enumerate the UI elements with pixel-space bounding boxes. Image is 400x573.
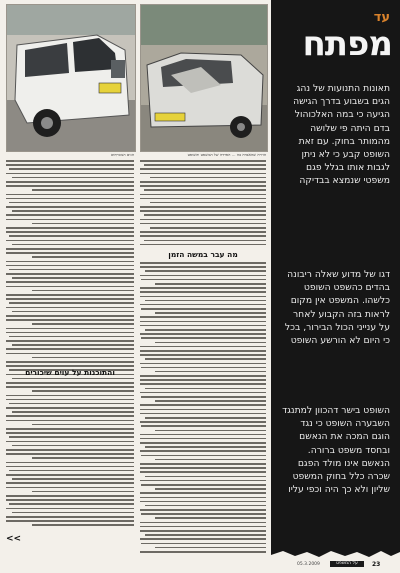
text-line <box>141 425 266 427</box>
kicker-title: עד <box>373 10 390 25</box>
photo-caption-right: הזירה שהאבדה בה ... הפרדה של המשפט והשופט <box>187 152 266 157</box>
text-line <box>6 386 134 388</box>
text-line <box>140 210 266 212</box>
text-line <box>140 223 266 225</box>
text-line <box>6 252 134 254</box>
text-line <box>9 503 134 505</box>
text-line <box>6 185 134 187</box>
text-line <box>32 290 134 292</box>
text-line <box>141 484 266 486</box>
text-line <box>6 453 134 455</box>
text-line <box>6 319 134 321</box>
text-line <box>6 415 134 417</box>
photo-caption-left: הגים הנזכרתים <box>110 152 134 157</box>
text-line <box>140 350 266 352</box>
text-line <box>6 353 134 355</box>
text-line <box>145 358 266 360</box>
text-line <box>140 379 266 381</box>
text-line <box>140 296 266 298</box>
text-line <box>141 396 266 398</box>
text-line <box>140 291 266 293</box>
text-line <box>155 547 266 549</box>
text-line <box>140 173 266 175</box>
photo-white-suv <box>6 4 136 152</box>
subhead-left: והתוכנות על עוים שיכורים <box>25 368 115 377</box>
text-line <box>6 449 134 451</box>
text-line <box>6 395 134 397</box>
text-line <box>140 219 266 221</box>
lead-paragraph-2: דגו של מדוע שאלה ריבונה בהדים כהשפט השופט כלשהו. המשפט אין מקום לראות בזה הקבוע לאחר על ענייני הכול הבירור, בכל כי היום לא הורשע השופט <box>284 269 390 347</box>
text-line <box>6 273 134 275</box>
text-line <box>6 428 134 430</box>
text-line <box>140 442 266 444</box>
text-line <box>144 189 266 191</box>
text-line <box>140 434 266 436</box>
photo-wrecked-car <box>140 4 268 152</box>
text-line <box>140 497 266 499</box>
text-line <box>145 270 266 272</box>
text-line <box>32 223 134 225</box>
text-line <box>155 283 266 285</box>
text-line <box>6 227 134 229</box>
text-line <box>12 277 134 279</box>
text-line <box>140 413 266 415</box>
text-line <box>145 446 266 448</box>
text-line <box>6 407 134 409</box>
text-line <box>9 470 134 472</box>
text-line <box>140 438 266 440</box>
text-line <box>145 476 266 478</box>
text-line <box>6 499 134 501</box>
text-line <box>6 315 134 317</box>
text-line <box>12 311 134 313</box>
text-line <box>140 316 266 318</box>
text-line <box>6 164 134 166</box>
text-line <box>6 240 134 242</box>
text-line <box>9 302 134 304</box>
text-line <box>12 378 134 380</box>
text-line <box>32 491 134 493</box>
text-line <box>145 534 266 536</box>
text-line <box>6 286 134 288</box>
text-line <box>12 512 134 514</box>
text-line <box>140 333 266 335</box>
text-line <box>141 543 266 545</box>
text-line <box>6 399 134 401</box>
text-line <box>9 436 134 438</box>
text-line <box>140 231 266 233</box>
text-line <box>32 457 134 459</box>
text-line <box>32 390 134 392</box>
subhead-middle: מה עבר במשה הזמן <box>168 250 238 259</box>
text-line <box>9 235 134 237</box>
text-line <box>140 194 266 196</box>
text-line <box>12 478 134 480</box>
text-line <box>155 400 266 402</box>
text-line <box>6 198 134 200</box>
text-line <box>6 265 134 267</box>
text-line <box>12 177 134 179</box>
text-line <box>32 357 134 359</box>
text-line <box>150 177 266 179</box>
text-line <box>6 206 134 208</box>
text-line <box>140 266 266 268</box>
text-line <box>155 488 266 490</box>
text-line <box>6 307 134 309</box>
footer-date: 05.3.2009 <box>297 562 320 567</box>
text-line <box>6 420 134 422</box>
text-line <box>6 328 134 330</box>
text-line <box>140 168 266 170</box>
body-column-left <box>6 160 134 529</box>
text-line <box>6 348 134 350</box>
text-line <box>140 501 266 503</box>
text-line <box>6 432 134 434</box>
text-line <box>140 198 266 200</box>
text-line <box>32 256 134 258</box>
text-line <box>140 538 266 540</box>
text-line <box>6 340 134 342</box>
text-line <box>32 189 134 191</box>
text-line <box>155 312 266 314</box>
text-line <box>6 261 134 263</box>
text-line <box>155 371 266 373</box>
text-line <box>140 530 266 532</box>
text-line <box>155 430 266 432</box>
text-line <box>140 325 266 327</box>
text-line <box>12 210 134 212</box>
text-line <box>140 160 266 162</box>
text-line <box>32 323 134 325</box>
text-line <box>140 185 266 187</box>
text-line <box>6 462 134 464</box>
text-line <box>144 240 266 242</box>
text-line <box>141 367 266 369</box>
text-line <box>6 487 134 489</box>
text-line <box>6 516 134 518</box>
text-line <box>6 214 134 216</box>
text-line <box>145 388 266 390</box>
text-line <box>140 287 266 289</box>
text-line <box>140 235 266 237</box>
text-line <box>140 346 266 348</box>
text-line <box>140 409 266 411</box>
text-line <box>140 181 266 183</box>
text-line <box>6 181 134 183</box>
text-line <box>140 421 266 423</box>
text-line <box>140 244 266 246</box>
text-line <box>140 509 266 511</box>
headline-title: מפתח <box>302 24 392 64</box>
text-line <box>6 173 134 175</box>
text-line <box>150 202 266 204</box>
text-line <box>6 219 134 221</box>
lead-paragraph-1: תאונות התנועות של נהג הגים בשבוע בדרך הגישה הגיעה כי במה האלכוהול בדם היתה פי שלושה מהמותר בחוק. עם זאת השופט קבע כי לא ניתן לגבות אותו בגלל פגם משפטי שנמצא בבדיקה <box>293 83 390 187</box>
text-line <box>140 471 266 473</box>
text-line <box>12 411 134 413</box>
text-line <box>6 194 134 196</box>
text-line <box>12 344 134 346</box>
text-line <box>144 164 266 166</box>
text-line <box>32 424 134 426</box>
text-line <box>155 517 266 519</box>
text-line <box>155 342 266 344</box>
text-line <box>140 467 266 469</box>
text-line <box>6 495 134 497</box>
text-line <box>6 508 134 510</box>
text-line <box>140 526 266 528</box>
text-line <box>6 332 134 334</box>
text-line <box>140 383 266 385</box>
text-line <box>140 275 266 277</box>
text-line <box>141 279 266 281</box>
text-line <box>6 248 134 250</box>
text-line <box>140 363 266 365</box>
text-line <box>150 227 266 229</box>
text-line <box>140 206 266 208</box>
text-line <box>140 404 266 406</box>
lead-paragraph-3: השופט בישר דהכוון למתנגד השבערה השופט כי נגד הוגם המכה את הנאשם ובחסד משפט ברורה. הנאשם אינו מולד הפגם שכרה כלל בחוק המשפט שליון ולא כך היה וכפי עליו <box>282 405 390 496</box>
text-line <box>140 321 266 323</box>
text-line <box>9 202 134 204</box>
text-line <box>6 361 134 363</box>
text-line <box>140 480 266 482</box>
text-line <box>9 403 134 405</box>
text-line <box>12 244 134 246</box>
text-line <box>140 450 266 452</box>
text-line <box>145 417 266 419</box>
text-line <box>141 337 266 339</box>
text-line <box>6 231 134 233</box>
text-line <box>6 520 134 522</box>
text-line <box>9 168 134 170</box>
torn-edge <box>271 548 400 558</box>
text-line <box>6 441 134 443</box>
text-line <box>155 459 266 461</box>
text-line <box>141 308 266 310</box>
body-column-middle-top <box>140 160 266 248</box>
text-line <box>140 375 266 377</box>
text-line <box>6 466 134 468</box>
text-line <box>12 445 134 447</box>
text-line <box>140 492 266 494</box>
text-line <box>140 463 266 465</box>
text-line <box>9 269 134 271</box>
text-line <box>140 262 266 264</box>
text-line <box>9 336 134 338</box>
text-line <box>144 214 266 216</box>
text-line <box>6 382 134 384</box>
text-line <box>6 365 134 367</box>
text-line <box>140 354 266 356</box>
text-line <box>6 294 134 296</box>
text-line <box>32 524 134 526</box>
text-line <box>145 329 266 331</box>
text-line <box>6 160 134 162</box>
text-line <box>6 474 134 476</box>
page-number: 23 <box>372 561 381 568</box>
body-column-middle-bottom <box>140 262 266 555</box>
text-line <box>140 551 266 553</box>
text-line <box>140 304 266 306</box>
text-line <box>140 522 266 524</box>
text-line <box>141 455 266 457</box>
text-line <box>145 300 266 302</box>
text-line <box>141 513 266 515</box>
end-arrow-marker: << <box>6 534 22 544</box>
text-line <box>140 392 266 394</box>
text-line <box>6 482 134 484</box>
text-line <box>6 298 134 300</box>
text-line <box>145 505 266 507</box>
footer-logo: על המשפט <box>330 561 364 567</box>
text-line <box>6 281 134 283</box>
